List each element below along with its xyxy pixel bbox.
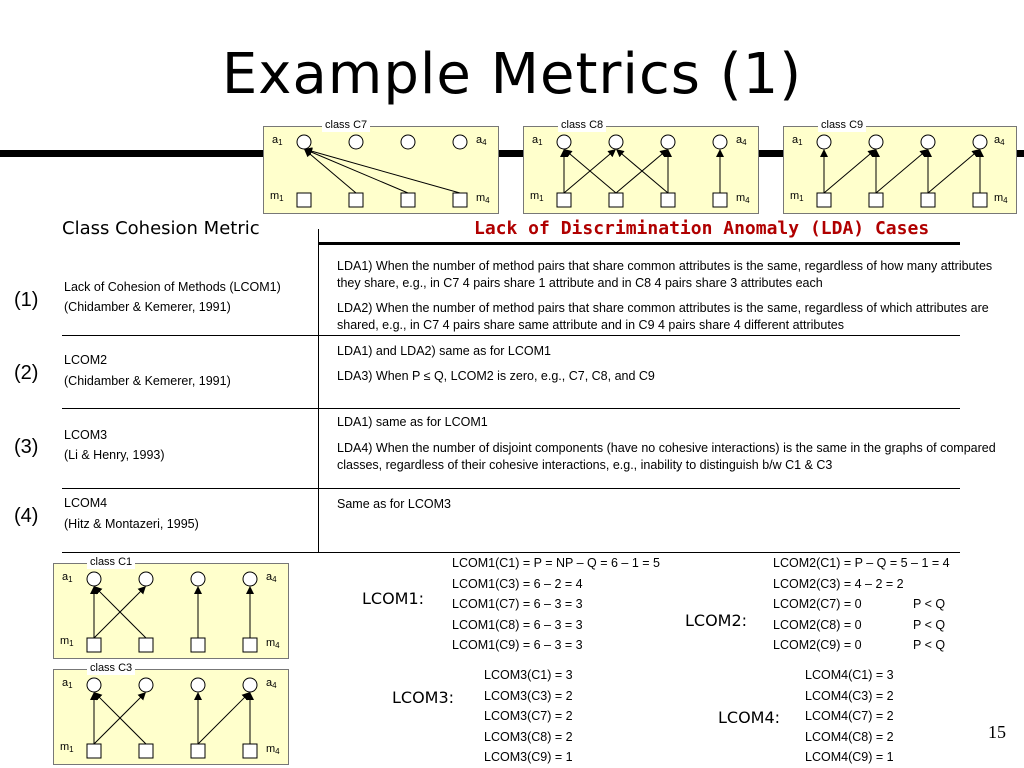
lcom3-line: LCOM3(C8) = 2 bbox=[484, 729, 573, 744]
attribute-node bbox=[973, 135, 987, 149]
method-node bbox=[817, 193, 831, 207]
page-number: 15 bbox=[988, 722, 1006, 742]
row-4-reference: (Hitz & Montazeri, 1995) bbox=[64, 517, 199, 531]
method-label: $m_1$ bbox=[530, 190, 544, 203]
class-graph bbox=[54, 564, 288, 658]
row-divider bbox=[62, 335, 960, 336]
attribute-label: $a_4$ bbox=[476, 134, 487, 147]
lcom4-line: LCOM4(C9) = 1 bbox=[805, 750, 894, 765]
lcom4-label: LCOM4: bbox=[718, 708, 781, 727]
method-node bbox=[557, 193, 571, 207]
lcom4-line: LCOM4(C8) = 2 bbox=[805, 729, 894, 744]
row-2-case-2: LDA3) When P ≤ Q, LCOM2 is zero, e.g., C7, C8, and C9 bbox=[337, 369, 655, 383]
method-node bbox=[973, 193, 987, 207]
row-3-case-2: LDA4) When the number of disjoint components (have no cohesive interactions) is the same in the graphs of compared classes, regardless of their cohesive interactions, e.g., inability to distinguish b/w C1 & C3 bbox=[337, 441, 996, 472]
lcom4-results bbox=[805, 665, 894, 768]
usage-edge bbox=[928, 150, 979, 193]
usage-edge bbox=[305, 149, 408, 193]
attribute-label: $a_4$ bbox=[736, 134, 747, 147]
method-node bbox=[139, 638, 153, 652]
method-node bbox=[869, 193, 883, 207]
attribute-label: $a_4$ bbox=[266, 571, 277, 584]
attribute-node bbox=[817, 135, 831, 149]
attribute-node bbox=[243, 572, 257, 586]
class-c1-diagram bbox=[53, 556, 289, 659]
usage-edge bbox=[824, 150, 875, 193]
lcom1-line: LCOM1(C8) = 6 – 3 = 3 bbox=[452, 617, 583, 632]
method-label: $m_4$ bbox=[476, 192, 490, 205]
lcom2-line: LCOM2(C7) = 0 bbox=[773, 597, 862, 612]
attribute-node bbox=[139, 678, 153, 692]
method-node bbox=[87, 638, 101, 652]
row-1-reference: (Chidamber & Kemerer, 1991) bbox=[64, 300, 231, 314]
attribute-node bbox=[453, 135, 467, 149]
method-label: $m_1$ bbox=[790, 190, 804, 203]
attribute-label: $a_1$ bbox=[62, 677, 73, 690]
method-node bbox=[713, 193, 727, 207]
class-graph bbox=[784, 127, 1016, 213]
usage-edge bbox=[876, 150, 927, 193]
row-1-number: (1) bbox=[14, 289, 39, 311]
lcom3-line: LCOM3(C9) = 1 bbox=[484, 750, 573, 765]
attribute-label: $a_1$ bbox=[62, 571, 73, 584]
method-node bbox=[609, 193, 623, 207]
slide-title: Example Metrics (1) bbox=[221, 42, 803, 107]
row-1-case-2: LDA2) When the number of method pairs that share common attributes is the same, regardless of which attributes are shared, e.g., in C7 4 pairs share same attribute and in C9 4 pairs share 4 different attributes bbox=[337, 301, 989, 332]
attribute-node bbox=[609, 135, 623, 149]
attribute-label: $a_1$ bbox=[792, 134, 803, 147]
attribute-node bbox=[921, 135, 935, 149]
lcom4-line: LCOM4(C7) = 2 bbox=[805, 709, 894, 724]
lda-cases-header: Lack of Discrimination Anomaly (LDA) Cases bbox=[474, 218, 930, 239]
attribute-node bbox=[713, 135, 727, 149]
method-label: $m_1$ bbox=[270, 190, 284, 203]
method-label: $m_4$ bbox=[266, 637, 280, 650]
usage-edge bbox=[198, 693, 249, 744]
attribute-node bbox=[661, 135, 675, 149]
row-4-case-1: Same as for LCOM3 bbox=[337, 497, 451, 511]
method-node bbox=[87, 744, 101, 758]
lcom1-line: LCOM1(C3) = 6 – 2 = 4 bbox=[452, 576, 583, 591]
class-c8-diagram bbox=[523, 119, 759, 214]
method-label: $m_1$ bbox=[60, 741, 74, 754]
attribute-node bbox=[349, 135, 363, 149]
lcom2-line: LCOM2(C8) = 0 bbox=[773, 617, 862, 632]
row-3-metric: LCOM3 bbox=[64, 428, 108, 442]
lcom4-line: LCOM4(C3) = 2 bbox=[805, 688, 894, 703]
attribute-node bbox=[557, 135, 571, 149]
lcom2-label: LCOM2: bbox=[685, 611, 748, 630]
lcom1-label: LCOM1: bbox=[362, 589, 425, 608]
attribute-label: $a_4$ bbox=[994, 134, 1005, 147]
class-graph bbox=[524, 127, 758, 213]
lcom3-line: LCOM3(C1) = 3 bbox=[484, 668, 573, 682]
attribute-node bbox=[87, 572, 101, 586]
attribute-node bbox=[243, 678, 257, 692]
class-c7-diagram bbox=[263, 119, 499, 214]
lcom1-results bbox=[452, 553, 660, 656]
lcom2-note: P < Q bbox=[913, 597, 946, 611]
method-node bbox=[921, 193, 935, 207]
row-2-reference: (Chidamber & Kemerer, 1991) bbox=[64, 374, 231, 388]
class-c8-label: class C8 bbox=[558, 118, 606, 132]
lcom2-line: LCOM2(C3) = 4 – 2 = 2 bbox=[773, 576, 904, 591]
row-1-case-1: LDA1) When the number of method pairs that share common attributes is the same, regardless of how many attributes they share, e.g., in C7 4 pairs share 1 attribute and in C8 4 pairs share 3 attributes each bbox=[337, 259, 993, 290]
class-graph bbox=[264, 127, 498, 213]
row-divider bbox=[62, 488, 960, 489]
method-label: $m_4$ bbox=[266, 743, 280, 756]
method-node bbox=[453, 193, 467, 207]
method-label: $m_1$ bbox=[60, 635, 74, 648]
lcom3-line: LCOM3(C7) = 2 bbox=[484, 709, 573, 724]
attribute-label: $a_1$ bbox=[272, 134, 283, 147]
lcom2-note: P < Q bbox=[913, 638, 946, 653]
method-label: $m_4$ bbox=[736, 192, 750, 205]
lcom3-results bbox=[484, 665, 573, 768]
row-3-reference: (Li & Henry, 1993) bbox=[64, 448, 165, 462]
method-node bbox=[191, 744, 205, 758]
attribute-node bbox=[297, 135, 311, 149]
attribute-label: $a_1$ bbox=[532, 134, 543, 147]
column-divider bbox=[318, 229, 319, 552]
method-node bbox=[243, 638, 257, 652]
class-c7-label: class C7 bbox=[322, 118, 370, 132]
attribute-node bbox=[869, 135, 883, 149]
method-node bbox=[661, 193, 675, 207]
lcom2-note: P < Q bbox=[913, 617, 946, 632]
class-cohesion-metric-header: Class Cohesion Metric bbox=[62, 218, 260, 239]
method-node bbox=[243, 744, 257, 758]
attribute-node bbox=[139, 572, 153, 586]
row-2-number: (2) bbox=[14, 362, 39, 384]
class-graph bbox=[54, 670, 288, 764]
method-node bbox=[401, 193, 415, 207]
lcom3-line: LCOM3(C3) = 2 bbox=[484, 688, 573, 703]
class-c3-diagram bbox=[53, 662, 289, 765]
attribute-label: $a_4$ bbox=[266, 677, 277, 690]
lcom1-line: LCOM1(C7) = 6 – 3 = 3 bbox=[452, 597, 583, 612]
attribute-node bbox=[401, 135, 415, 149]
row-4-number: (4) bbox=[14, 505, 39, 527]
method-label: $m_4$ bbox=[994, 192, 1008, 205]
lcom4-line: LCOM4(C1) = 3 bbox=[805, 668, 894, 682]
method-node bbox=[139, 744, 153, 758]
method-node bbox=[297, 193, 311, 207]
class-c1-label: class C1 bbox=[87, 555, 135, 569]
lcom1-line: LCOM1(C1) = P = NP – Q = 6 – 1 = 5 bbox=[452, 556, 660, 570]
lcom1-line: LCOM1(C9) = 6 – 3 = 3 bbox=[452, 638, 583, 653]
lcom3-label: LCOM3: bbox=[392, 688, 455, 707]
class-c9-label: class C9 bbox=[818, 118, 866, 132]
row-divider bbox=[62, 408, 960, 409]
lcom2-line: LCOM2(C1) = P – Q = 5 – 1 = 4 bbox=[773, 556, 950, 570]
class-c3-label: class C3 bbox=[87, 661, 135, 675]
usage-edge bbox=[305, 149, 460, 193]
class-c9-diagram bbox=[783, 119, 1017, 214]
row-1-metric: Lack of Cohesion of Methods (LCOM1) bbox=[64, 280, 281, 294]
method-node bbox=[349, 193, 363, 207]
row-3-case-1: LDA1) same as for LCOM1 bbox=[337, 415, 488, 429]
header-rule bbox=[318, 242, 960, 245]
row-2-metric: LCOM2 bbox=[64, 353, 108, 367]
row-2-case-1: LDA1) and LDA2) same as for LCOM1 bbox=[337, 344, 551, 358]
row-4-metric: LCOM4 bbox=[64, 496, 108, 510]
row-3-number: (3) bbox=[14, 436, 39, 458]
attribute-node bbox=[191, 678, 205, 692]
attribute-node bbox=[191, 572, 205, 586]
method-node bbox=[191, 638, 205, 652]
lcom2-notes bbox=[913, 594, 945, 656]
lcom2-line: LCOM2(C9) = 0 bbox=[773, 638, 862, 653]
attribute-node bbox=[87, 678, 101, 692]
